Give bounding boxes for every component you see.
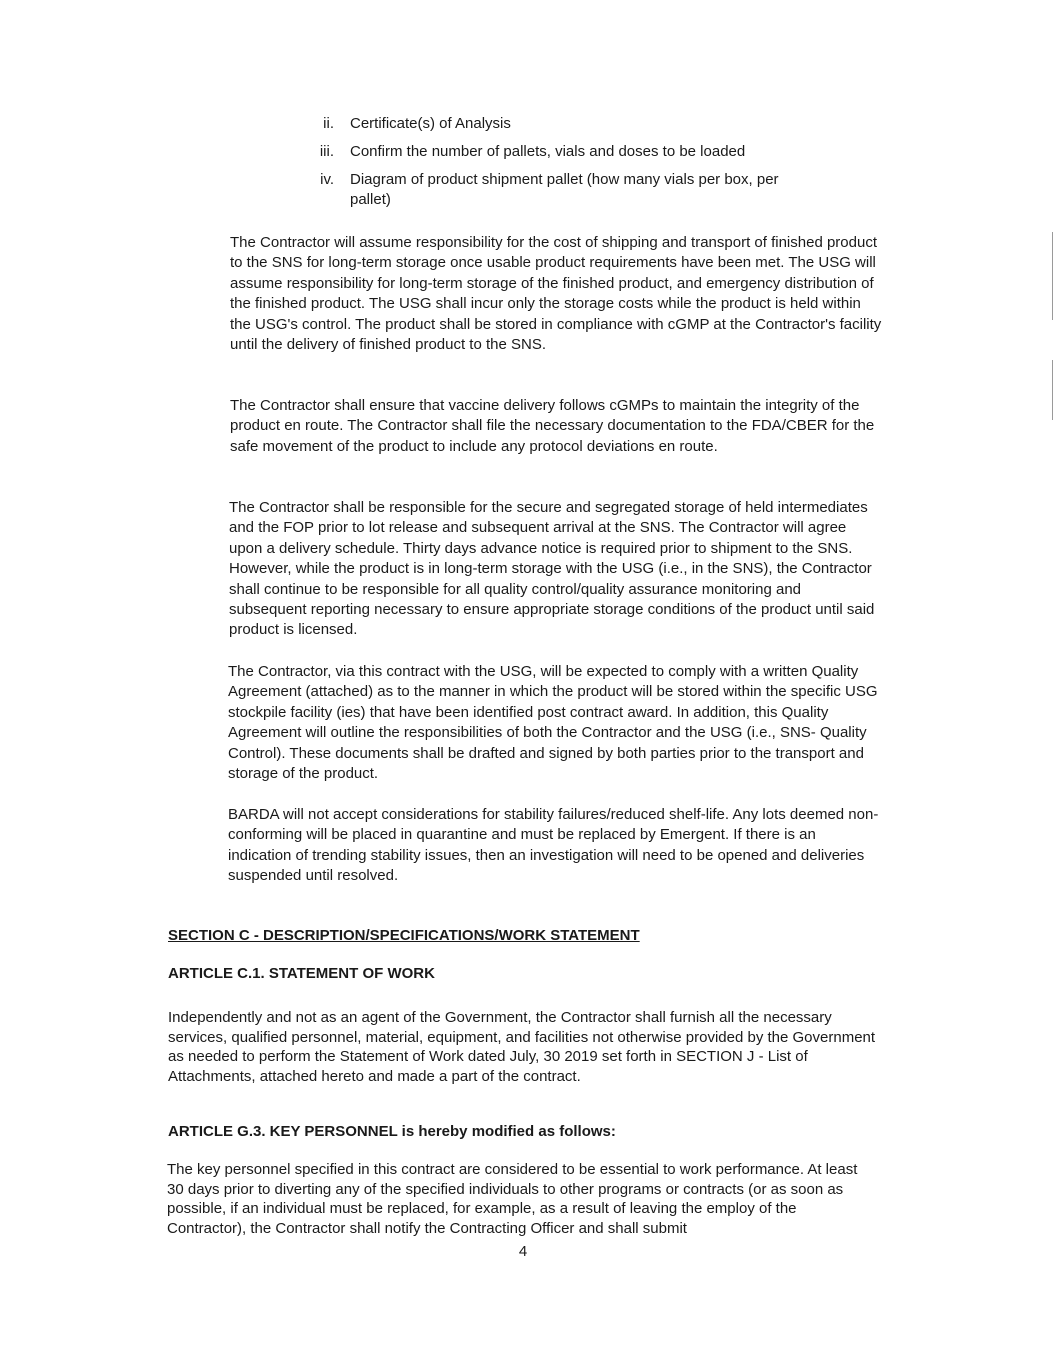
scan-edge-mark	[1052, 360, 1053, 420]
shipment-documents-list	[310, 114, 830, 218]
storage-paragraph: The Contractor shall be responsible for the secure and segregated storage of held intermediates and the FOP prior to lot release and subsequent arrival at the SNS. The Contractor will agree upon a delivery schedule. Thirty days advance notice is required prior to shipment to the SNS. However, while the product is in long-term storage with the USG (i.e., in the SNS), the Contractor shall continue to be responsible for all quality control/quality assurance monitoring and subsequent reporting necessary to ensure appropriate storage conditions of the product until said product is licensed.	[229, 499, 875, 639]
list-item-text: Certificate(s) of Analysis	[350, 115, 511, 132]
key-personnel-paragraph: The key personnel specified in this contract are considered to be essential to work performance. At least 30 days prior to diverting any of the specified individuals to other programs or contracts (or as soon as possible, if an individual must be replaced, for example, as a result of leaving the employ of the Contractor), the Contractor shall notify the Contracting Officer and shall submit	[167, 1161, 858, 1237]
statement-of-work-paragraph: Independently and not as an agent of the Government, the Contractor shall furnish all the necessary services, qualified personnel, material, equipment, and facilities not otherwise provided by the Government as needed to perform the Statement of Work dated July, 30 2019 set forth in SECTION J - List of Attachments, attached hereto and made a part of the contract.	[168, 1009, 876, 1085]
list-item	[310, 170, 830, 210]
list-numeral: ii.	[323, 115, 334, 132]
list-numeral: iii.	[319, 143, 334, 160]
quality-agreement-paragraph: The Contractor, via this contract with the USG, will be expected to comply with a written Quality Agreement (attached) as to the manner in which the product will be stored within the specific USG stockpile facility (ies) that have been identified post contract award. In addition, this Quality Agreement will outline the responsibilities of both the Contractor and the USG (i.e., SNS- Quality Control). These documents shall be drafted and signed by both parties prior to the transport and storage of the product.	[228, 663, 878, 783]
shipping-paragraph: The Contractor will assume responsibility for the cost of shipping and transport of finished product to the SNS for long-term storage once usable product requirements have been met. The USG will assume responsibility for long-term storage of the finished product, and emergency distribution of the finished product. The USG shall incur only the storage costs while the product is held within the USG's control. The product shall be stored in compliance with cGMP at the Contractor's facility until the delivery of finished product to the SNS.	[230, 234, 882, 354]
list-numeral: iv.	[320, 171, 334, 188]
article-c1-title: ARTICLE C.1. STATEMENT OF WORK	[168, 965, 435, 982]
section-c-title: SECTION C - DESCRIPTION/SPECIFICATIONS/WORK STATEMENT	[168, 927, 640, 944]
list-item-text: Diagram of product shipment pallet (how many vials per box, per pallet)	[350, 171, 779, 208]
barda-paragraph: BARDA will not accept considerations for stability failures/reduced shelf-life. Any lots deemed non-conforming will be placed in quarantine and must be replaced by Emergent. If there is an indication of trending stability issues, then an investigation will need to be opened and deliveries suspended until resolved.	[228, 806, 879, 885]
list-item	[310, 142, 830, 162]
page-number: 4	[518, 1243, 528, 1260]
article-g3-title: ARTICLE G.3. KEY PERSONNEL is hereby modified as follows:	[168, 1123, 616, 1140]
scan-edge-mark	[1052, 232, 1053, 320]
list-item-text: Confirm the number of pallets, vials and doses to be loaded	[350, 143, 746, 160]
list-item	[310, 114, 830, 134]
delivery-paragraph: The Contractor shall ensure that vaccine delivery follows cGMPs to maintain the integrity of the product en route. The Contractor shall file the necessary documentation to the FDA/CBER for the safe movement of the product to include any protocol deviations en route.	[230, 397, 875, 455]
